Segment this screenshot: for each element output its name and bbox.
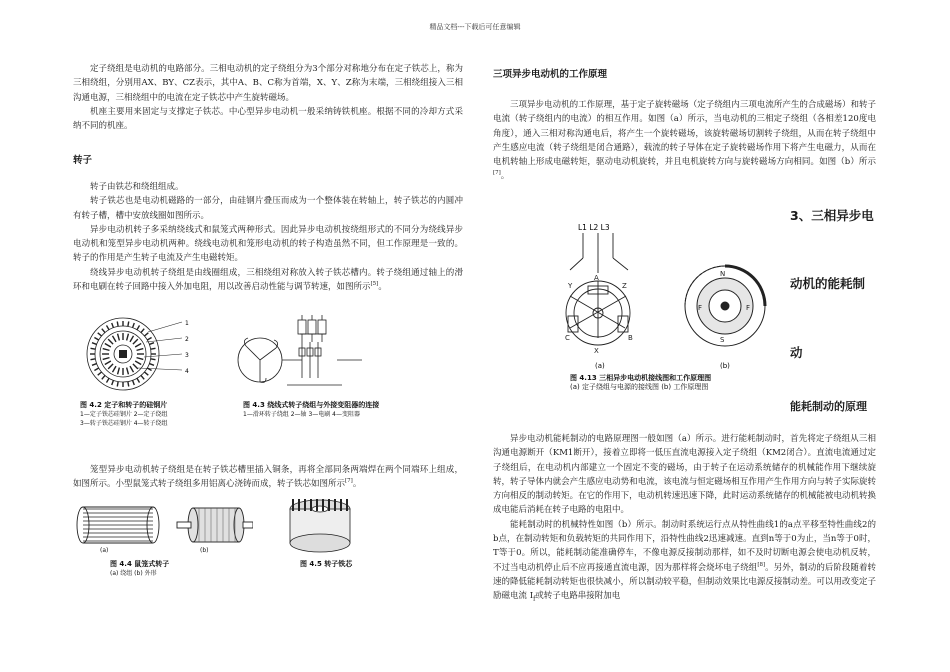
fig413-label-b: (b) [720, 362, 730, 370]
rotor-slot [113, 336, 117, 342]
rotor-slot [127, 368, 129, 375]
stator-slot [117, 382, 118, 387]
stator-slot [117, 322, 118, 327]
rotor-slot [137, 349, 144, 351]
left-squirrel-text [73, 463, 463, 492]
svg-text:X: X [594, 347, 599, 355]
stator-slot [112, 323, 114, 328]
heading-energy-braking-2: 动机的能耗制 [790, 276, 866, 291]
stator-slot [133, 380, 135, 385]
stator-slot [128, 382, 129, 387]
figure-4-2-silicon-steel-sheets [78, 302, 208, 397]
citation-ref: [5] [370, 281, 379, 288]
rotor-slot [108, 339, 113, 344]
left-intro-text [73, 62, 463, 133]
svg-text:F: F [698, 304, 703, 312]
fig44-label-a: (a) [100, 547, 109, 554]
stator-slot [102, 375, 105, 379]
rotor-slot [108, 364, 113, 369]
rotor-slot [118, 368, 120, 375]
stator-slot [149, 364, 154, 366]
paragraph-rotor-types: 异步电动机转子多采纳绕线式和鼠笼式两种形式。因此异步电动机按绕组形式的不同分为绕线异步电动机和笼型异步电动机两种。绕线电动机和笼形电动机的转子构造虽然不同，但工作原理是一致的。转子的作用是产生转子电流及产生电磁转矩。 [73, 224, 463, 264]
fig42-label-4: 4 [185, 368, 189, 375]
citation-ref: [8] [757, 561, 766, 568]
rotor-slot [113, 366, 117, 372]
paragraph-rotor-core: 转子铁芯也是电动机磁路的一部分，由硅钢片叠压而成为一个整体装在转轴上，转子铁芯的内圆冲有转子槽，槽中安放线圈如图所示。 [73, 196, 463, 221]
svg-text:A: A [594, 274, 599, 282]
paragraph-working-principle: 三项异步电动机的工作原理，基于定子旋转磁场（定子绕组内三项电流所产生的合成磁场）和转子电流（转子绕组内的电流）的相互作用。如图（a）所示，当电动机的三相定子绕组（各相差120度电角度），通入三相对称沟通电后，将产生一个旋转磁场，该旋转磁场切割转子绕组，从而在转子绕组中产生感应电流（转子绕组是闭合通路），载流的转子导体在定子旋转磁场作用下将产生电磁力，从而在电机转轴上形成电磁转矩，驱动电动机旋转，并且电机旋转方向与旋转磁场方向相同。如图（b）所示[7]。 [493, 100, 876, 182]
stator-slot [151, 359, 156, 360]
left-rotor-text [73, 180, 463, 294]
stator-slot [92, 364, 97, 366]
stator-slot [137, 325, 140, 329]
citation-ref: [7] [345, 478, 353, 485]
heading-energy-braking-3: 动 [790, 345, 803, 360]
rotor-slot [105, 344, 111, 348]
right-braking-text [493, 432, 876, 607]
stator-slot [141, 329, 144, 333]
stator-slot [112, 380, 114, 385]
fig42-label-3: 3 [185, 352, 189, 359]
paragraph-braking-characteristics: 能耗制动时的机械特性如图（b）所示。制动时系统运行点从特性曲线1的a点平移至特性曲线2的b点，在制动转矩和负载转矩的共同作用下，沿特性曲线2迅速减速。直到n等于0为止，当n等于0时，T等于0。所以，能耗制动能准确停车，不像电源反接制动那样，如不及时切断电源会使电动机反转，不过当电动机停止后不应再接通直流电源，因为那样将会烧坏电子绕组[8]。另外，制动的后阶段随着转速的降低能耗制动转矩也很快减小，所以制动较平稳，但制动效果比电源反接制动差。可以用改变定子励磁电流 $I_f$或转子电路串接附加电 [493, 519, 876, 603]
stator-slot [94, 338, 98, 341]
rotor-slot [135, 344, 141, 348]
paragraph-energy-braking: 异步电动机能耗制动的电路原理图一般如图（a）所示。进行能耗制动时，首先将定子绕组从三相沟通电源断开（KM1断开），接着立即将一低压直流电源接入定子绕组（KM2闭合）。直流电流通过定子绕组后，在电动机内部建立一个固定不变的磁场，由于转子在运动系统储存的机械能作用下继续旋转，转子导体内就会产生感应电动势和电流，该电流与恒定磁场相互作用产生作用方向与转子实际旋转方向相反的制动转矩。在它的作用下，电动机转速迅速下降，此时运动系统储存的机械能被电动机转换成电能后消耗在转子电路的电阻中。 [493, 434, 876, 516]
svg-text:Z: Z [622, 282, 627, 290]
rotor-slot [137, 358, 144, 360]
rotor-slot [135, 361, 141, 365]
stator-slot [128, 322, 129, 327]
fig413-label-a: (a) [595, 362, 605, 370]
fig413-caption: 图 4.13 三相异步电动机接线图和工作原理图 (a) 定子绕组与电源的接线图 (b) 工作原理图 [570, 374, 712, 391]
rotor-slot [103, 349, 110, 351]
right-principle-text [493, 98, 876, 184]
svg-text:C: C [565, 334, 570, 342]
stator-slot [151, 348, 156, 349]
rotor-slot [118, 334, 120, 341]
rotor-slot [127, 334, 129, 341]
stator-slot [149, 343, 154, 345]
rotor-slot [133, 364, 138, 369]
fig42-caption: 图 4.2 定子和转子的硅钢片 1—定子铁芯硅钢片 2—定子绕组 3—转子铁芯硅钢片 4—转子绕组 [80, 401, 168, 427]
heading-braking-principle: 能耗制动的原理 [790, 400, 867, 413]
fig413-lines-label: L1 L2 L3 [578, 223, 610, 232]
fig45-caption: 图 4.5 转子铁芯 [300, 560, 353, 568]
stator-slot [141, 375, 144, 379]
stator-slot [98, 372, 102, 375]
svg-text:Y: Y [568, 282, 573, 290]
paragraph-stator-winding: 定子绕组是电动机的电路部分。三相电动机的定子绕组分为3个部分对称地分布在定子铁芯上，称为三相绕组，分别用AX、BY、CZ表示，其中A、B、C称为首端，X、Y、Z称为末端，三相绕组接入三相沟通电源，三相绕组中的电流在定子铁芯中产生旋转磁场。 [73, 64, 463, 103]
heading-energy-braking-1: 3、三相异步电 [790, 208, 874, 223]
stator-slot [144, 333, 148, 336]
paragraph-wound-rotor: 绕线异步电动机转子绕组是由线圈组成，三相绕组对称放入转子铁芯槽内。转子绕组通过轴上的滑环和电刷在转子回路中接入外加电阻，用以改善启动性能与调节转速，如图所示[5]。 [73, 267, 463, 293]
stator-slot [107, 378, 110, 382]
fig43-caption: 图 4.3 绕线式转子绕组与外接变阻器的连接 1—滑环转子绕组 2—轴 3—电刷 4—变阻器 [243, 401, 380, 418]
stator-slot [133, 323, 135, 328]
fig44-label-b: (b) [200, 547, 209, 554]
svg-text:F: F [746, 304, 751, 312]
paragraph-rotor-parts: 转子由铁芯和绕组组成。 [90, 182, 184, 192]
figure-4-3-wound-rotor-circuit [232, 310, 382, 395]
stator-slot [147, 338, 151, 341]
stator-slot [137, 378, 140, 382]
stator-slot [98, 333, 102, 336]
stator-slot [107, 325, 110, 329]
fig42-label-2: 2 [185, 336, 189, 343]
figure-4-5-rotor-core [278, 495, 363, 560]
rotor-slot [105, 361, 111, 365]
svg-text:S: S [720, 336, 725, 344]
stator-slot [92, 343, 97, 345]
fig44-caption: 图 4.4 鼠笼式转子 (a) 绕组 (b) 外形 [110, 560, 170, 577]
stator-slot [144, 372, 148, 375]
paragraph-squirrel-cage: 笼型异步电动机转子绕组是在转子铁芯槽里插入铜条，再将全部同条两端焊在两个同端环上组成，如图所示。小型鼠笼式转子绕组多用铝离心浇铸而成，转子铁芯如图所示[7]。 [73, 465, 463, 490]
figure-4-13-motor-wiring-and-principle [560, 218, 770, 393]
stator-slot [91, 348, 96, 349]
stator-slot [94, 368, 98, 371]
stator-slot [102, 329, 105, 333]
rotor-slot [130, 366, 134, 372]
heading-working-principle: 三项异步电动机的工作原理 [493, 69, 608, 80]
heading-rotor: 转子 [73, 155, 93, 166]
stator-slot [91, 359, 96, 360]
fig42-label-1: 1 [185, 320, 189, 327]
page-header: 精品文档---下载后可任意编辑 [429, 23, 521, 31]
paragraph-frame: 机座主要用来固定与支撑定子铁芯。中心型异步电动机一般采纳铸铁机座。根据不同的冷却方式采纳不同的机座。 [73, 106, 463, 132]
rotor-slot [103, 358, 110, 360]
svg-text:B: B [628, 334, 633, 342]
rotor-slot [133, 339, 138, 344]
svg-text:N: N [720, 270, 726, 278]
citation-ref: [7] [493, 170, 501, 177]
rotor-slot [130, 336, 134, 342]
